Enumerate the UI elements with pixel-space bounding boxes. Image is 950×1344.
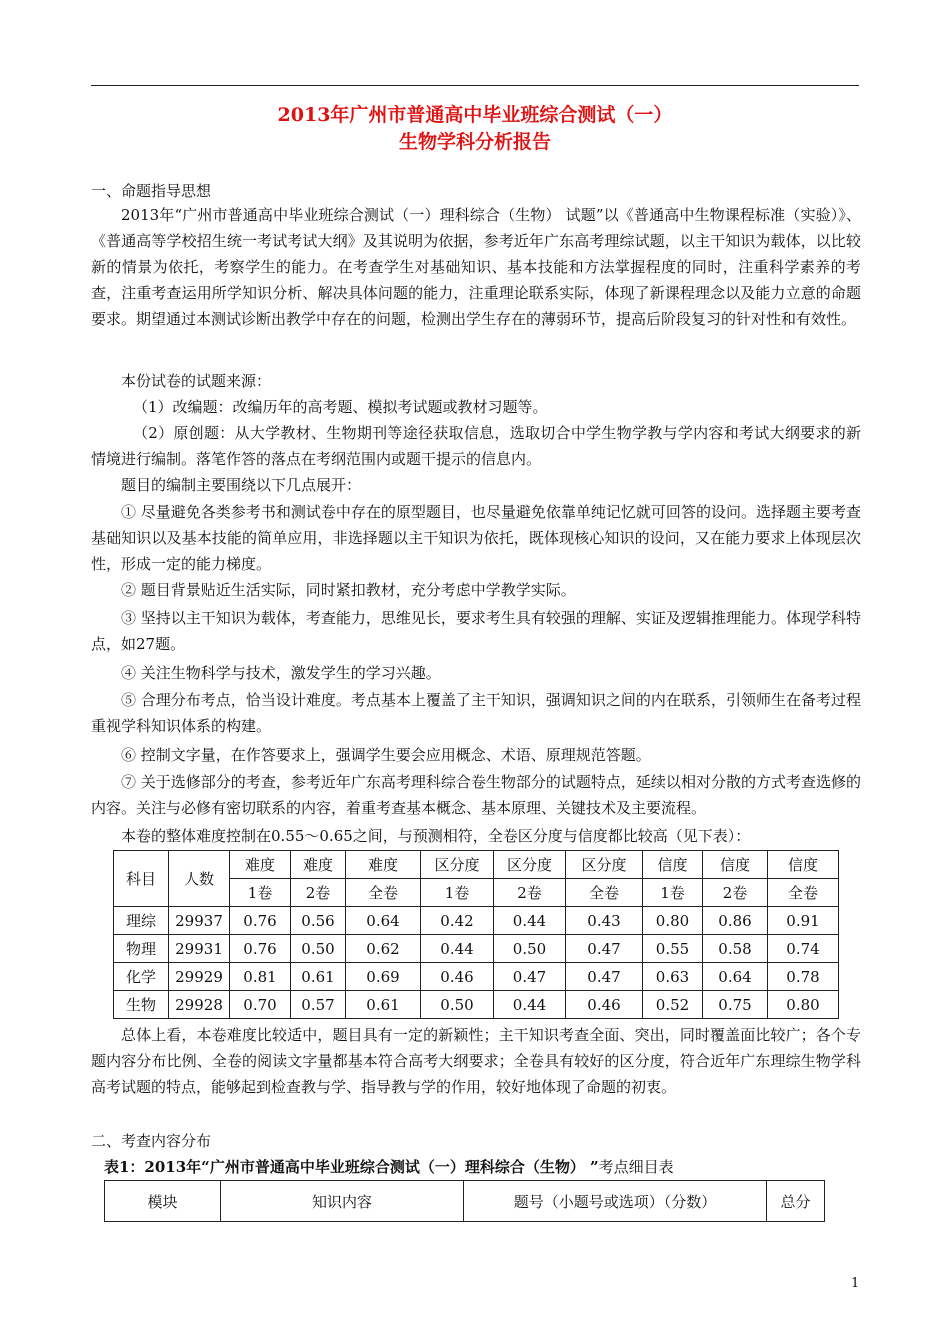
caption-rest: 考点细目表 [598,1158,674,1176]
row-subject: 理综 [114,907,169,935]
subheader-cell: 1卷 [643,879,703,907]
cell: 0.86 [703,907,768,935]
cell: 0.80 [768,991,839,1019]
cell: 0.64 [703,963,768,991]
cell: 0.69 [346,963,421,991]
header-cell: 区分度 [566,851,643,879]
cell: 0.63 [643,963,703,991]
cell: 0.43 [566,907,643,935]
row-count: 29928 [169,991,230,1019]
cell: 0.76 [230,935,291,963]
header-rule [91,85,859,86]
header-total: 总分 [767,1181,825,1222]
cell: 0.80 [643,907,703,935]
cell: 0.58 [703,935,768,963]
caption-bold: 表1：2013年“广州市普通高中毕业班综合测试（一）理科综合（生物） ” [104,1158,599,1176]
cell: 0.70 [230,991,291,1019]
table-header-row [105,1181,825,1222]
paragraph-point-6: ⑥ 控制文字量，在作答要求上，强调学生要会应用概念、术语、原理规范答题。 [121,746,651,764]
header-question-number: 题号（小题号或选项）（分数） [464,1181,767,1222]
cell: 0.44 [421,935,494,963]
row-count: 29931 [169,935,230,963]
knowledge-point-table [104,1180,825,1222]
cell: 0.75 [703,991,768,1019]
section2-heading: 二、考查内容分布 [91,1132,212,1150]
cell: 0.50 [494,935,566,963]
cell: 0.44 [494,991,566,1019]
row-count: 29937 [169,907,230,935]
cell: 0.81 [230,963,291,991]
subheader-cell: 2卷 [703,879,768,907]
header-cell: 难度 [230,851,291,879]
subheader-cell: 1卷 [421,879,494,907]
subheader-cell: 2卷 [494,879,566,907]
subheader-cell: 全卷 [566,879,643,907]
header-cell: 信度 [768,851,839,879]
paragraph-point-4: ④ 关注生物科学与技术，激发学生的学习兴趣。 [121,664,441,682]
cell: 0.91 [768,907,839,935]
cell: 0.55 [643,935,703,963]
paragraph-original: （2）原创题：从大学教材、生物期刊等途径获取信息，选取切合中学生物学教与学内容和考试大纲要求的新情境进行编制。落笔作答的落点在考纲范围内或题干提示的信息内。 [91,424,861,468]
cell: 0.50 [421,991,494,1019]
header-cell: 信度 [643,851,703,879]
paragraph-point-2: ② 题目背景贴近生活实际，同时紧扣教材，充分考虑中学教学实际。 [121,581,576,599]
cell: 0.78 [768,963,839,991]
cell: 0.61 [291,963,346,991]
table-row [114,935,839,963]
paragraph-difficulty: 本卷的整体难度控制在0.55～0.65之间，与预测相符，全卷区分度与信度都比较高（见下表）： [121,827,751,845]
paragraph-point-3: ③ 坚持以主干知识为载体，考查能力，思维见长，要求考生具有较强的理解、实证及逻辑推理能力。体现学科特点，如27题。 [91,609,861,653]
section1-heading: 一、命题指导思想 [91,182,212,200]
report-subtitle: 生物学科分析报告 [398,131,551,153]
cell: 0.46 [421,963,494,991]
cell: 0.47 [566,963,643,991]
paragraph-intro: 2013年“广州市普通高中毕业班综合测试（一）理科综合（生物） 试题”以《普通高中生物课程标准（实验）》、《普通高等学校招生统一考试考试大纲》及其说明为依据，参考近年广东高考理综试题，以主干知识为载体，以比较新的情景为依托，考察学生的能力。在考查学生对基础知识、基本技能和方法掌握程度的同时，注重科学素养的考查，注重考查运用所学知识分析、解决具体问题的能力，注重理论联系实际，体现了新课程理念以及能力立意的命题要求。期望通过本测试诊断出教学中存在的问题，检测出学生存在的薄弱环节，提高后阶段复习的针对性和有效性。 [91,206,861,328]
header-count: 人数 [169,851,230,907]
paragraph-point-1: ① 尽量避免各类参考书和测试卷中存在的原型题目，也尽量避免依靠单纯记忆就可回答的设问。选择题主要考查基础知识以及基本技能的简单应用，非选择题以主干知识为依托，既体现核心知识的设问，又在能力要求上体现层次性，形成一定的能力梯度。 [91,503,861,573]
paragraph-point-7: ⑦ 关于选修部分的考查，参考近年广东高考理科综合卷生物部分的试题特点，延续以相对分散的方式考查选修的内容。关注与必修有密切联系的内容，着重考查基本概念、基本原理、关键技术及主要流程。 [91,773,861,817]
cell: 0.46 [566,991,643,1019]
paragraph-point-5: ⑤ 合理分布考点，恰当设计难度。考点基本上覆盖了主干知识，强调知识之间的内在联系，引领师生在备考过程重视学科知识体系的构建。 [91,691,861,735]
table-row [114,991,839,1019]
subheader-cell: 全卷 [346,879,421,907]
header-cell: 信度 [703,851,768,879]
row-subject: 化学 [114,963,169,991]
subheader-cell: 2卷 [291,879,346,907]
header-subject: 科目 [114,851,169,907]
table-caption [104,1156,674,1177]
subheader-cell: 全卷 [768,879,839,907]
cell: 0.64 [346,907,421,935]
subheader-cell: 1卷 [230,879,291,907]
cell: 0.47 [494,963,566,991]
cell: 0.61 [346,991,421,1019]
header-cell: 难度 [291,851,346,879]
cell: 0.47 [566,935,643,963]
row-subject: 物理 [114,935,169,963]
cell: 0.50 [291,935,346,963]
cell: 0.57 [291,991,346,1019]
cell: 0.74 [768,935,839,963]
stats-table [113,850,839,1019]
header-module: 模块 [105,1181,221,1222]
report-title: 2013年广州市普通高中毕业班综合测试（一） [277,104,673,126]
table-row [114,963,839,991]
cell: 0.56 [291,907,346,935]
row-count: 29929 [169,963,230,991]
header-knowledge: 知识内容 [221,1181,464,1222]
cell: 0.42 [421,907,494,935]
header-cell: 难度 [346,851,421,879]
cell: 0.62 [346,935,421,963]
row-subject: 生物 [114,991,169,1019]
cell: 0.52 [643,991,703,1019]
cell: 0.44 [494,907,566,935]
page-number: 1 [851,1276,860,1291]
cell: 0.76 [230,907,291,935]
table-header-row [114,851,839,879]
paragraph-adapted: （1）改编题：改编历年的高考题、模拟考试题或教材习题等。 [133,398,548,416]
paragraph-points-intro: 题目的编制主要围绕以下几点展开： [121,476,362,494]
header-cell: 区分度 [494,851,566,879]
paragraph-summary: 总体上看，本卷难度比较适中，题目具有一定的新颖性；主干知识考查全面、突出，同时覆盖面比较广；各个专题内容分布比例、全卷的阅读文字量都基本符合高考大纲要求；全卷具有较好的区分度，符合近年广东理综生物学科高考试题的特点，能够起到检查教与学、指导教与学的作用，较好地体现了命题的初衷。 [91,1026,861,1096]
table-row [114,907,839,935]
paragraph-source: 本份试卷的试题来源： [121,372,272,390]
header-cell: 区分度 [421,851,494,879]
